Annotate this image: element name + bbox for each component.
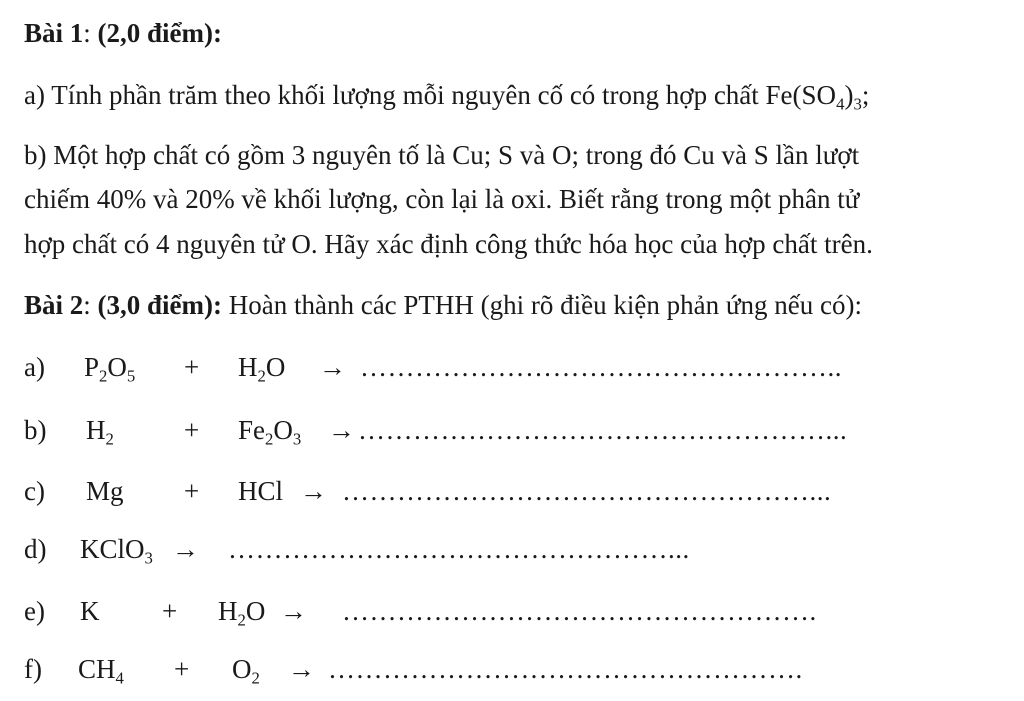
plus-sign: +	[174, 654, 190, 684]
plus-sign: +	[184, 476, 200, 506]
reactant-2: $Fe_2O_3$	[238, 415, 302, 449]
reactant-1: $P_2O_5$	[84, 352, 136, 386]
problem1-title: Bài 1	[24, 18, 84, 48]
plus-sign: +	[162, 596, 178, 626]
problem1-points: (2,0 điểm):	[97, 18, 222, 48]
equation-label: c)	[24, 476, 45, 506]
problem1-part-a-sub2: 3	[853, 94, 862, 114]
reactant-1: $CH_4$	[78, 654, 124, 688]
reactant-1: Mg	[86, 476, 124, 506]
reactant-2: $H_2O$	[218, 596, 266, 630]
problem1-part-a-formula-open: (SO	[792, 80, 837, 110]
problem1-part-a-formula-close: )	[844, 80, 854, 110]
problem1-part-a-text: a) Tính phần trăm theo khối lượng mỗi nguyên cố có trong hợp chất Fe	[24, 80, 793, 110]
reactant-2: $H_2O$	[238, 352, 286, 386]
reaction-arrow: →	[172, 534, 199, 564]
reactant-1: K	[80, 596, 100, 626]
reactant-2: $O_2$	[232, 654, 260, 688]
problem2-title: Bài 2	[24, 290, 84, 320]
problem1-part-a-tail: ;	[861, 80, 870, 110]
equation-label: f)	[24, 654, 42, 684]
answer-blank: …………………………………………….	[342, 596, 817, 626]
problem1-heading	[24, 20, 222, 47]
problem1-title-sep: :	[83, 18, 98, 48]
equation-label: e)	[24, 596, 45, 626]
equation-label: a)	[24, 352, 45, 382]
answer-blank: …………………………………………….	[328, 654, 803, 684]
plus-sign: +	[184, 415, 200, 445]
problem1-part-b-line2: chiếm 40% và 20% về khối lượng, còn lại là oxi. Biết rằng trong một phân tử	[24, 184, 860, 214]
problem2-title-sep: :	[83, 290, 98, 320]
problem2-heading	[24, 292, 862, 319]
answer-blank: …………………………………………...	[228, 534, 690, 564]
reactant-2: HCl	[238, 476, 284, 506]
reaction-arrow: →	[280, 596, 307, 626]
problem1-part-a-sub1: 4	[836, 94, 845, 114]
answer-blank: ……………………………………………..	[360, 352, 842, 382]
equation-label: b)	[24, 415, 47, 445]
problem2-instruction: Hoàn thành các PTHH (ghi rõ điều kiện phản ứng nếu có):	[222, 290, 862, 320]
reactant-1: $H_2$	[86, 415, 114, 449]
equation-label: d)	[24, 534, 47, 564]
problem1-part-b-line1: b) Một hợp chất có gồm 3 nguyên tố là Cu; S và O; trong đó Cu và S lần lượt	[24, 140, 860, 170]
reaction-arrow: →	[288, 654, 315, 684]
reaction-arrow: →	[319, 352, 346, 382]
reactant-1: KClO$_3$	[80, 534, 153, 568]
reaction-arrow: →	[328, 415, 355, 445]
problem2-points: (3,0 điểm):	[97, 290, 222, 320]
answer-blank: ……………………………………………...	[358, 415, 848, 445]
plus-sign: +	[184, 352, 200, 382]
answer-blank: ……………………………………………...	[342, 476, 832, 506]
problem1-part-a	[24, 80, 870, 114]
reaction-arrow: →	[300, 476, 327, 506]
problem1-part-b-line3: hợp chất có 4 nguyên tử O. Hãy xác định công thức hóa học của hợp chất trên.	[24, 229, 873, 259]
